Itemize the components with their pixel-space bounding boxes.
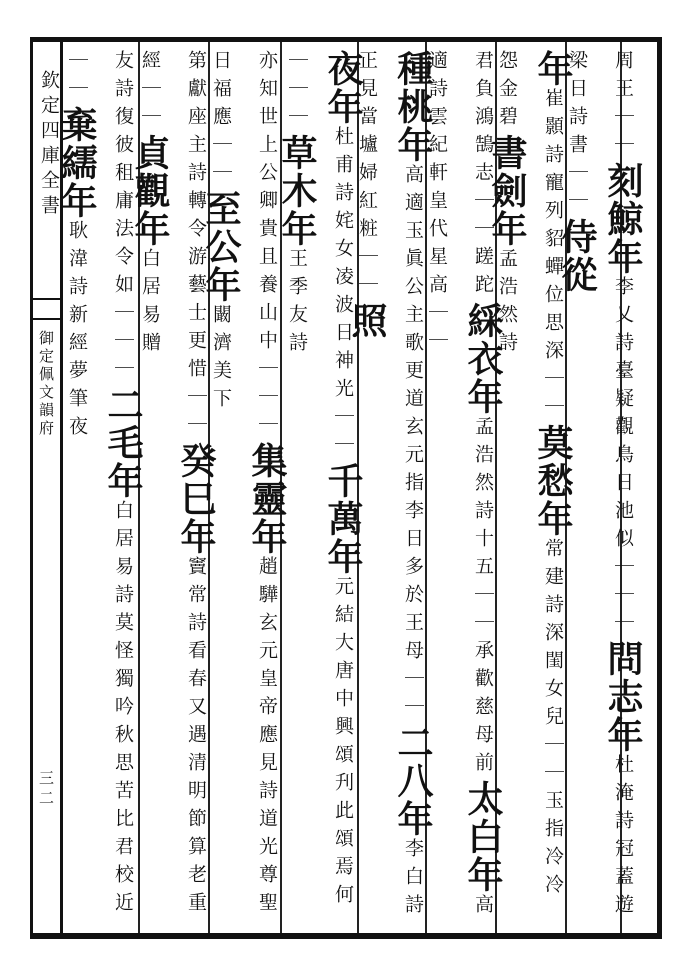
citation-text: 周王｜｜ [612, 50, 634, 162]
headword: 棄繻年 [56, 106, 98, 220]
citation-text: 趙驊玄元皇帝應見詩道光尊聖日福應｜｜ [210, 50, 278, 920]
citation-text: 白居易贈 [139, 248, 161, 360]
citation-text: 高適玉眞公主歌更道玄元指李日多於王母｜｜ [402, 164, 424, 724]
headword: 至公年 [200, 190, 242, 304]
text-column-4 [346, 50, 436, 925]
citation-text: 杜甫詩姹女凌波日神光｜｜ [332, 126, 354, 462]
citation-text: 王季友詩 [286, 248, 308, 360]
text-column-1 [556, 50, 646, 925]
headword: 草木年 [276, 134, 318, 248]
text-column-5 [276, 50, 366, 925]
text-column-6 [200, 50, 290, 925]
headword: 種桃年 [392, 50, 434, 164]
citation-text: 元結大唐中興頌刋此頌焉何｜｜｜ [286, 50, 354, 912]
citation-text: 耿湋詩新經夢筆夜 [66, 220, 88, 444]
citation-text: 第獻座主詩轉令游藝士更惜｜｜ [185, 50, 207, 442]
headword: 書劍年 [486, 134, 528, 248]
citation-text: 友詩復彼租庸法令如｜｜｜ [112, 50, 134, 386]
headword: 集靈年 [246, 442, 288, 556]
headword: 綵衣年 [462, 302, 504, 416]
headword: 侍從 [556, 218, 598, 294]
frame-right-rule [657, 37, 662, 939]
citation-text: 亦知世上公卿貴且養山中｜｜｜ [256, 50, 278, 442]
text-column-2 [486, 50, 576, 925]
edge-volume: 御定佩文韻府 [37, 330, 55, 438]
headword: 照 [346, 302, 388, 340]
citation-text: 常建詩深閨女兒｜｜玉指冷冷怨金碧 [496, 50, 564, 902]
citation-text: 闞濟美下 [210, 304, 232, 416]
headword: 問志年 [602, 640, 644, 754]
citation-text: 孟浩然詩十五｜｜承歡慈母前 [472, 416, 494, 780]
headword: 太白年 [462, 780, 504, 894]
citation-text: 孟浩然詩 [496, 248, 518, 360]
frame-bottom-rule [30, 933, 662, 939]
text-column-7 [129, 50, 219, 925]
citation-text: 君負鴻鵠志｜｜蹉跎 [472, 50, 494, 302]
citation-text: 崔顥詩寵列貂蟬位思深｜｜ [542, 88, 564, 424]
headword: 刻鯨年 [602, 162, 644, 276]
text-column-3 [426, 50, 506, 925]
headword: 夜年 [322, 50, 364, 126]
edge-title: 欽定四庫全書 [38, 70, 60, 220]
citation-text: 李白詩正見當壚婦紅粧｜｜ [356, 50, 424, 922]
headword: 貞觀年 [129, 134, 171, 248]
text-column-8 [56, 50, 146, 925]
citation-text: 杜淹詩冠蓋遊梁日詩書｜｜ [566, 50, 634, 922]
headword: 千萬年 [322, 462, 364, 576]
headword: 二毛年 [102, 386, 144, 500]
frame-top-rule [30, 37, 662, 42]
frame-left-outer-rule [30, 37, 33, 939]
citation-text: 高適詩雲紀軒皇代星高｜｜ [426, 50, 494, 922]
headword: 莫愁年 [532, 424, 574, 538]
citation-text: 竇常詩看春又遇清明節算老重經｜｜ [139, 50, 207, 920]
citation-text: 白居易詩莫怪獨吟秋思苦比君校近｜｜ [66, 50, 134, 920]
headword: 癸巳年 [175, 442, 217, 556]
headword: 二八年 [392, 724, 434, 838]
edge-page-number: 三二 [37, 770, 55, 810]
headword: 年 [532, 50, 574, 88]
citation-text: 李乂詩臺疑觀鳥日池似｜｜｜ [612, 276, 634, 640]
